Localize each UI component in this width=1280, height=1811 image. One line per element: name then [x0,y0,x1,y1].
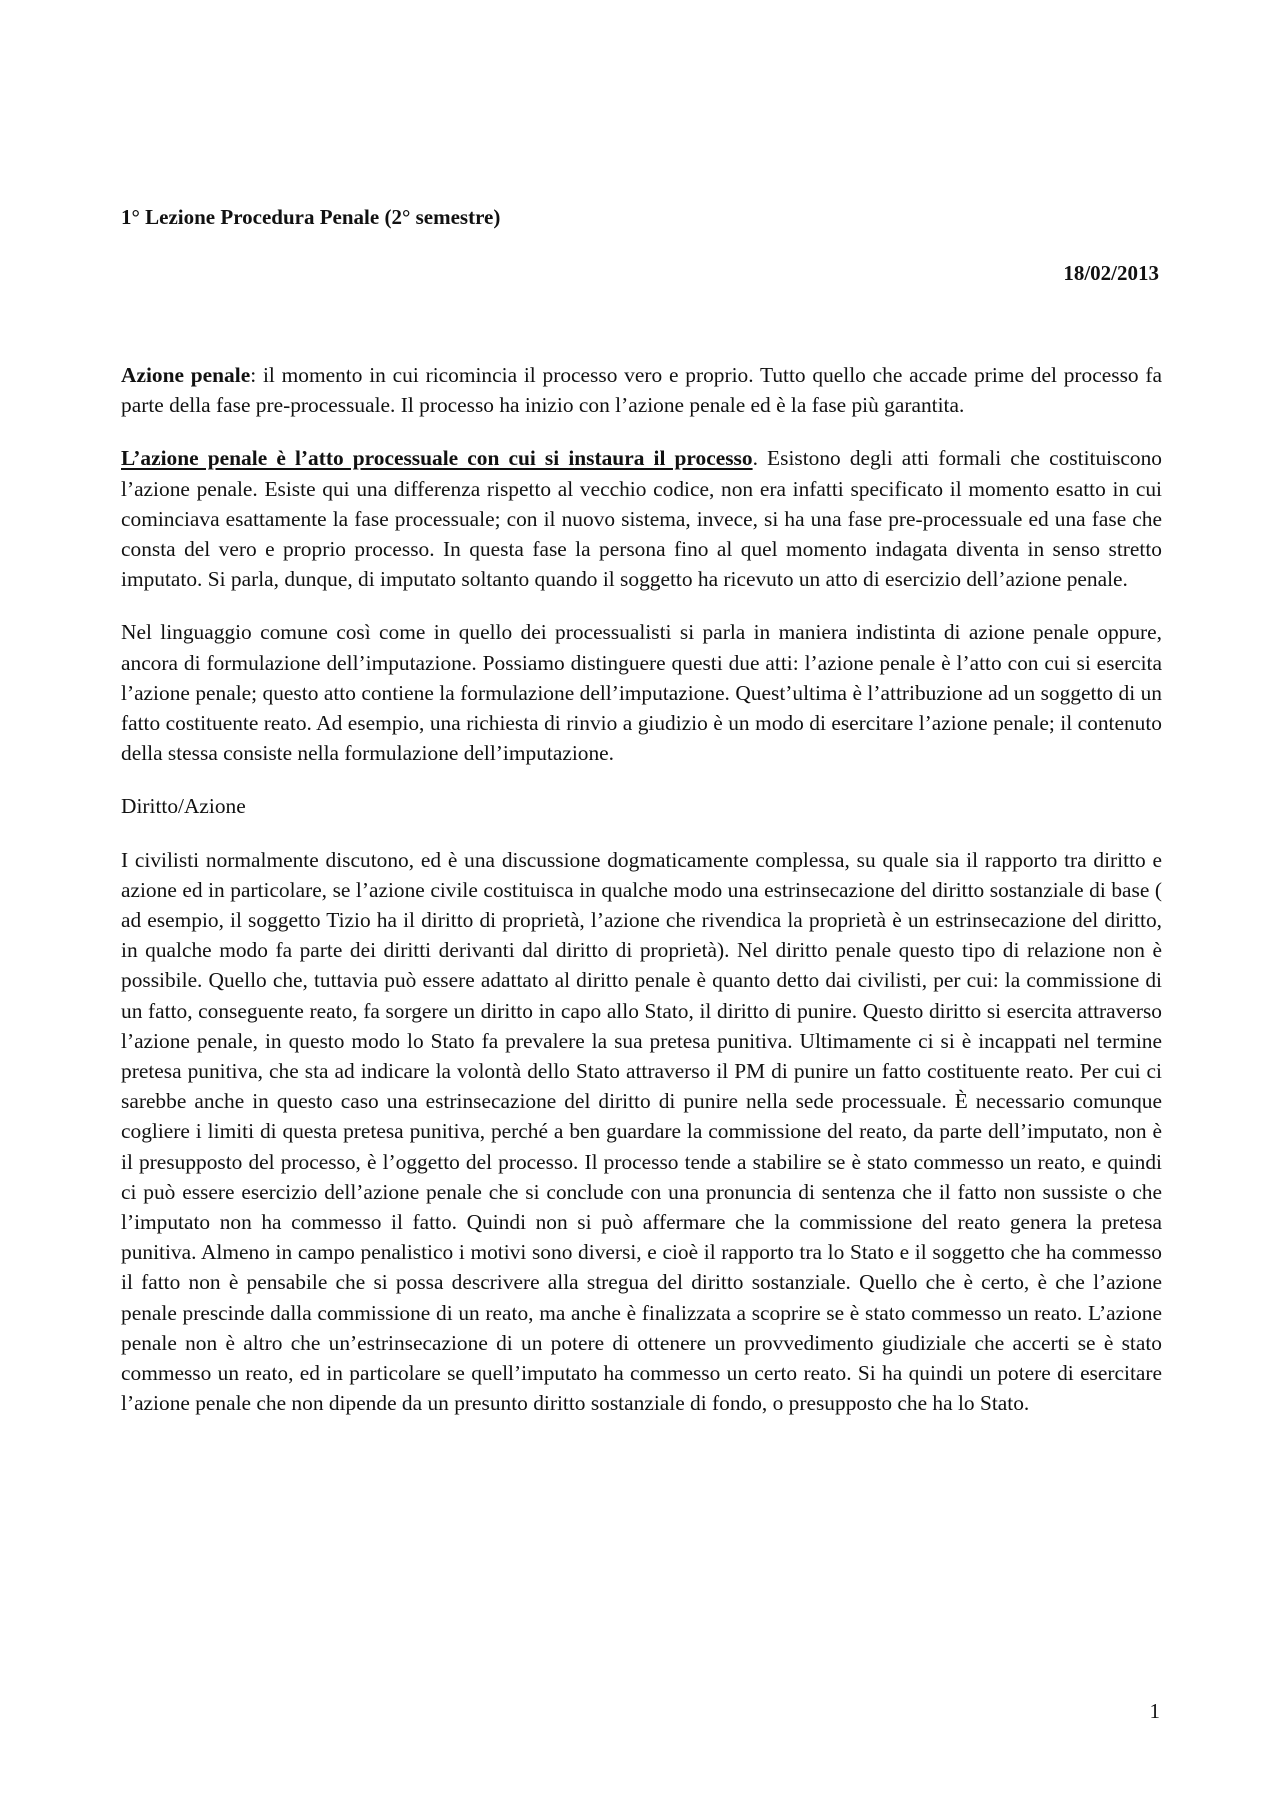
document-body [121,360,1162,1442]
paragraph-civilisti: I civilisti normalmente discutono, ed è una discussione dogmaticamente complessa, su quale sia il rapporto tra diritto e azione ed in particolare, se l’azione civile costituisca in qualche modo una estrinsecazione del diritto sostanziale di base ( ad esempio, il soggetto Tizio ha il diritto di proprietà, l’azione che rivendica la proprietà è un estrinsecazione del diritto, in qualche modo fa parte dei diritti derivanti dal diritto di proprietà). Nel diritto penale questo tipo di relazione non è possibile. Quello che, tuttavia può essere adattato al diritto penale è quanto detto dai civilisti, per cui: la commissione di un fatto, conseguente reato, fa sorgere un diritto in capo allo Stato, il diritto di punire. Questo diritto si esercita attraverso l’azione penale, in questo modo lo Stato fa prevalere la sua pretesa punitiva. Ultimamente ci si è incappati nel termine pretesa punitiva, che sta ad indicare la volontà dello Stato attraverso il PM di punire un fatto costituente reato. Per cui ci sarebbe anche in questo caso una estrinsecazione del diritto di punire nella sede processuale. È necessario comunque cogliere i limiti di questa pretesa punitiva, perché a ben guardare la commissione del reato, da parte dell’imputato, non è il presupposto del processo, è l’oggetto del processo. Il processo tende a stabilire se è stato commesso un reato, e quindi ci può essere esercizio dell’azione penale che si conclude con una pronuncia di sentenza che il fatto non sussiste o che l’imputato non ha commesso il fatto. Quindi non si può affermare che la commissione del reato genera la pretesa punitiva. Almeno in campo penalistico i motivi sono diversi, e cioè il rapporto tra lo Stato e il soggetto che ha commesso il fatto non è pensabile che si possa descrivere alla stregua del diritto sostanziale. Quello che è certo, è che l’azione penale prescinde dalla commissione di un reato, ma anche è finalizzata a scoprire se è stato commesso un reato. L’azione penale non è altro che un’estrinsecazione di un potere di ottenere un provvedimento giudiziale che accerti se è stato commesso un reato, ed in particolare se quell’imputato ha commesso un certo reato. Si ha quindi un potere di esercitare l’azione penale che non dipende da un presunto diritto sostanziale di fondo, o presupposto che ha lo Stato. [121,847,1162,1416]
page-number: 1 [1149,1699,1160,1723]
paragraph-text: . Esistono degli atti formali che costituiscono l’azione penale. Esiste qui una differenza rispetto al vecchio codice, non era infatti specificato il momento esatto in cui cominciava esattamente la fase processuale; con il nuovo sistema, invece, si ha una fase pre-processuale ed una fase che consta del vero e proprio processo. In questa fase la persona fino al quel momento indagata diventa in senso stretto imputato. Si parla, dunque, di imputato soltanto quando il soggetto ha ricevuto un atto di esercizio dell’azione penale. [121,446,1162,592]
lecture-date: 18/02/2013 [1063,261,1159,285]
paragraph-linguaggio-comune: Nel linguaggio comune così come in quello dei processualisti si parla in maniera indistinta di azione penale oppure, ancora di formulazione dell’imputazione. Possiamo distinguere questi due atti: l’azione penale è l’atto con cui si esercita l’azione penale; questo atto contiene la formulazione dell’imputazione. Quest’ultima è l’attribuzione ad un soggetto di un fatto costituente reato. Ad esempio, una richiesta di rinvio a giudizio è un modo di esercitare l’azione penale; il contenuto della stessa consiste nella formulazione dell’imputazione. [121,620,1162,766]
paragraph-text: : il momento in cui ricomincia il processo vero e proprio. Tutto quello che accade prime del processo fa parte della fase pre-processuale. Il processo ha inizio con l’azione penale ed è la fase più garantita. [121,363,1162,418]
lecture-title: 1° Lezione Procedura Penale (2° semestre) [121,205,501,229]
paragraph-lead-term: Azione penale [121,363,251,387]
paragraph-definizione [121,443,1162,594]
section-heading-diritto-azione: Diritto/Azione [121,794,246,819]
paragraph-lead-definition: L’azione penale è l’atto processuale con cui si instaura il processo [121,446,753,471]
paragraph-azione-penale [121,360,1162,420]
